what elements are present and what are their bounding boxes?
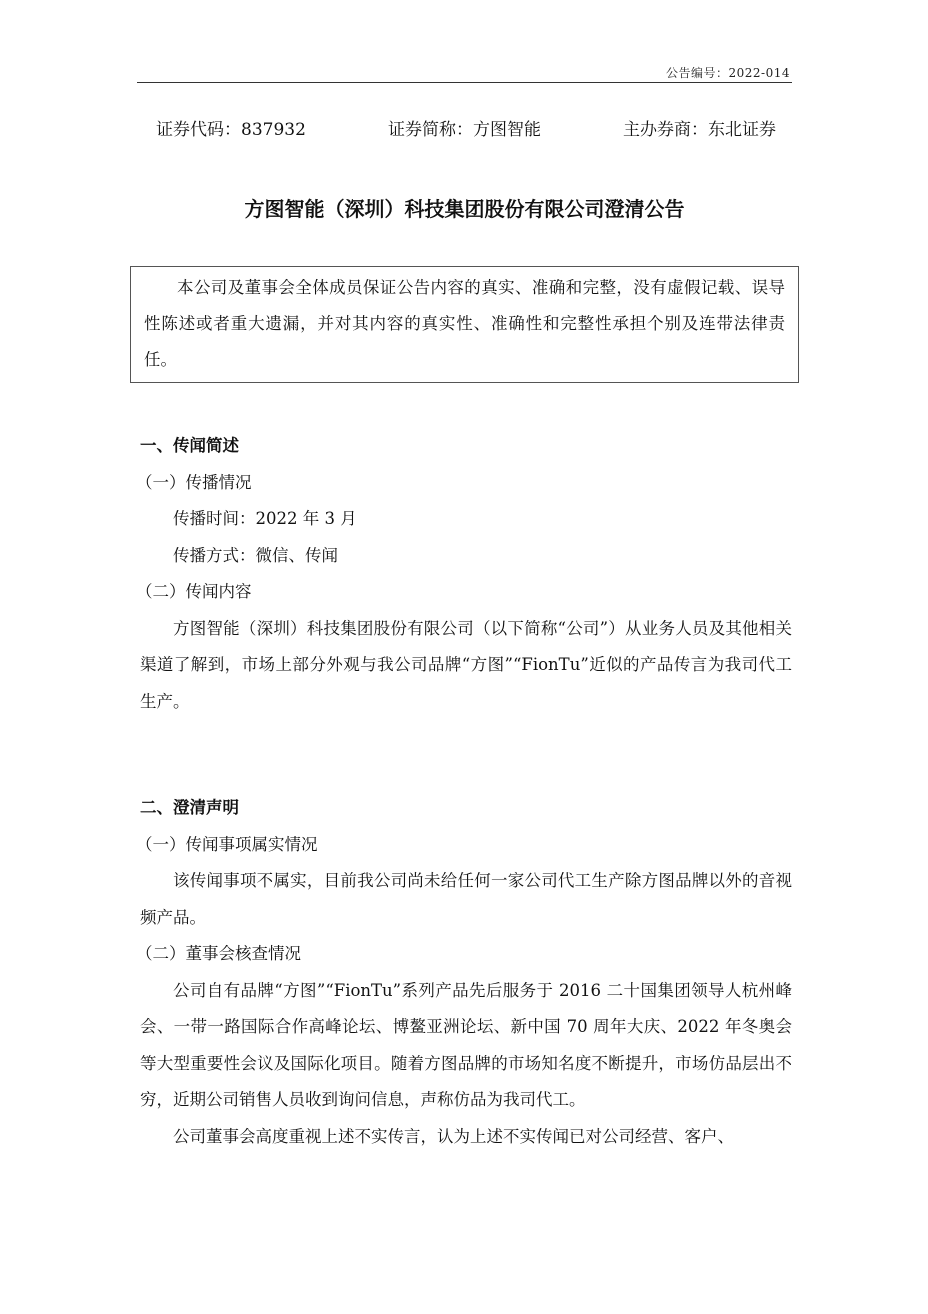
security-short-name: 证券简称：方图智能 — [387, 120, 541, 140]
disclaimer-box — [130, 266, 799, 383]
section2-sub2-heading: （二）董事会核查情况 — [136, 944, 301, 963]
section-spacer — [140, 720, 792, 790]
board-review-para2: 公司董事会高度重视上述不实传言，认为上述不实传闻已对公司经营、客户、 — [173, 1126, 734, 1146]
rumor-content: 方图智能（深圳）科技集团股份有限公司（以下简称“公司”）从业务人员及其他相关渠道了解到，市场上部分外观与我公司品牌“方图”“FionTu”近似的产品传言为我司代工生产。 — [140, 618, 792, 711]
document-title: 方图智能（深圳）科技集团股份有限公司澄清公告 — [244, 197, 685, 221]
document-body — [136, 428, 792, 1155]
spread-method: 传播方式：微信、传闻 — [173, 545, 338, 565]
notice-number: 公告编号：2022-014 — [666, 66, 790, 80]
section1-sub1-heading: （一）传播情况 — [136, 472, 252, 492]
lead-broker: 主办券商：东北证券 — [623, 120, 776, 140]
disclaimer-text: 本公司及董事会全体成员保证公告内容的真实、准确和完整，没有虚假记载、误导性陈述或者重大遗漏，并对其内容的真实性、准确性和完整性承担个别及连带法律责任。 — [144, 278, 785, 369]
spread-time: 传播时间：2022 年 3 月 — [173, 509, 357, 528]
header-divider — [137, 82, 792, 83]
securities-info — [156, 115, 776, 140]
section1-sub2-heading: （二）传闻内容 — [136, 582, 252, 601]
section2-sub1-heading: （一）传闻事项属实情况 — [136, 834, 318, 854]
rumor-fact-status: 该传闻事项不属实，目前我公司尚未给任何一家公司代工生产除方图品牌以外的音视频产品。 — [140, 871, 792, 927]
section1-heading: 一、传闻简述 — [140, 436, 239, 455]
section2-heading: 二、澄清声明 — [140, 798, 239, 817]
security-code: 证券代码：837932 — [156, 120, 306, 140]
board-review-para1: 公司自有品牌“方图”“FionTu”系列产品先后服务于 2016 二十国集团领导人杭州峰会、一带一路国际合作高峰论坛、博鳌亚洲论坛、新中国 70 周年大庆、2022 年冬奥会等大型重要性会议及国际化项目。随着方图品牌的市场知名度不断提升，市场仿品层出不穷，近期公司销售人员收到询问信息，声称仿品为我司代工。 — [140, 980, 792, 1109]
